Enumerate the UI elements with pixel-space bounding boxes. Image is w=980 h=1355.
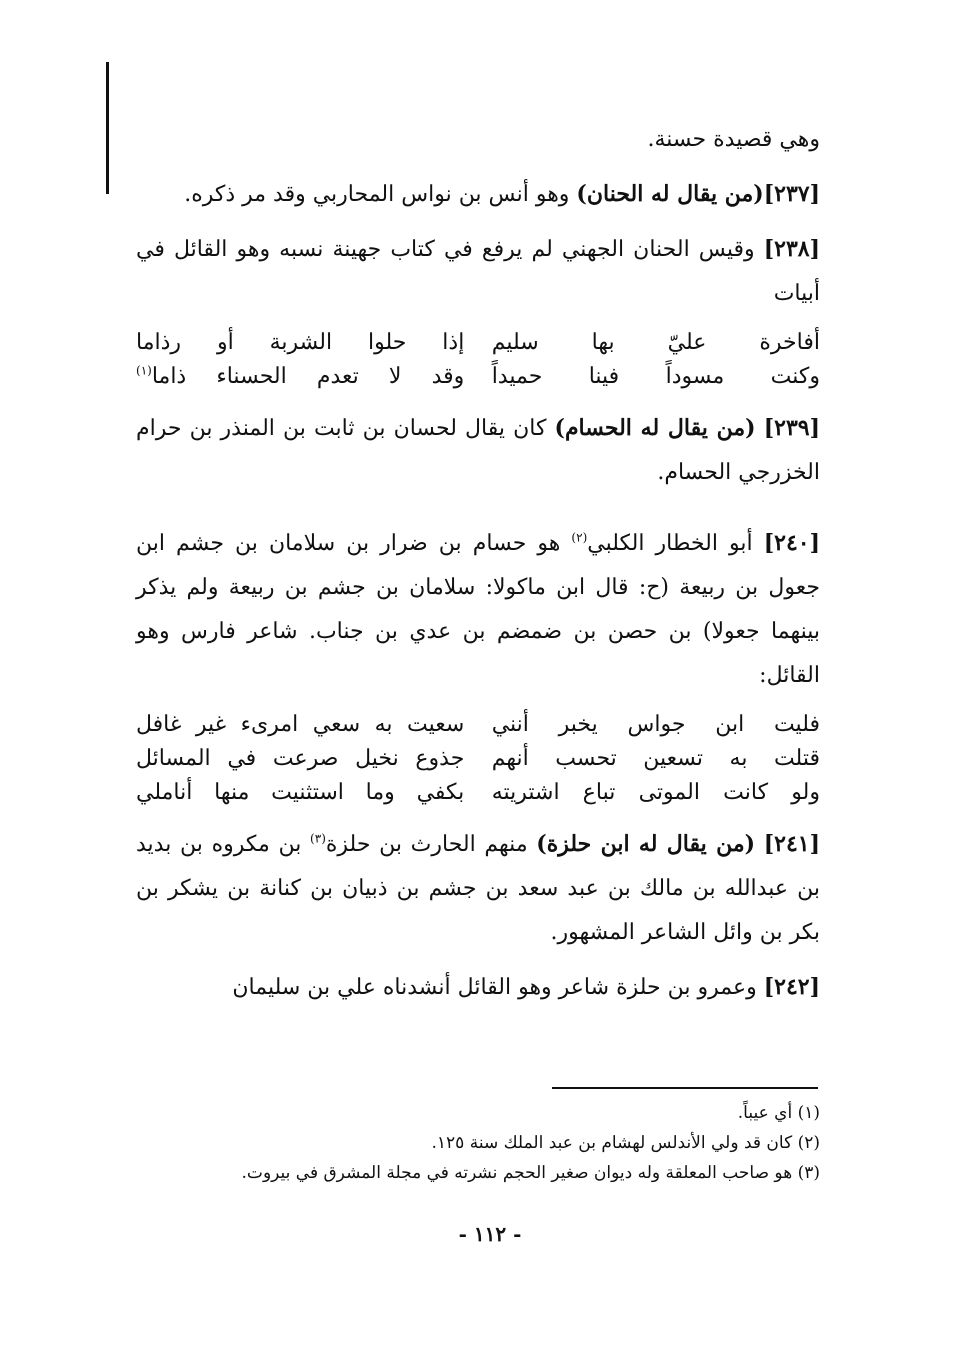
entry-text-240-b: هو حسام بن ضرار بن سلامان بن جشم ابن جعول بن ربيعة (ح: قال ابن ماكولا: سلامان بن جشم بن ربيعة ولم يذكر بينهما جعولا) بن حصن بن ضمضم بن عدي بن جناب. شاعر فارس وهو القائل: (136, 531, 820, 688)
entry-number-239: [٢٣٩] (763, 415, 820, 441)
paragraph-241 (136, 822, 820, 955)
margin-rule (106, 62, 109, 194)
hemistich-first: ولو كانت الموتى تباع اشتريته (491, 780, 820, 805)
footnote-ref-1: (١) (136, 363, 152, 378)
verse (136, 708, 820, 742)
hemistich-second-text: وقد لا تعدم الحسناء ذاما (151, 364, 465, 389)
footnote-ref-2: (٢) (571, 530, 588, 545)
page-number: - ١١٢ - (458, 1222, 522, 1246)
page-body (136, 118, 820, 1020)
hemistich-second: إذا حلوا الشربة أو رذاما (136, 330, 465, 355)
hemistich-first: أفاخرة عليّ بها سليم (491, 330, 820, 355)
paragraph-0-text: وهي قصيدة حسنة. (647, 127, 820, 152)
footnote-1: (١) أي عيباً. (737, 1103, 820, 1123)
paragraph-239 (136, 406, 820, 495)
verse (136, 742, 820, 776)
entry-text-238: وقيس الحنان الجهني لم يرفع في كتاب جهينة نسبه وهو القائل في أبيات (136, 237, 820, 306)
paragraph-237 (136, 172, 820, 217)
verse (136, 326, 820, 360)
verse (136, 776, 820, 810)
footnote-2: (٢) كان قد ولي الأندلس لهشام بن عبد الملك سنة ١٢٥. (431, 1133, 820, 1153)
hemistich-second (136, 360, 464, 394)
entry-number-240: [٢٤٠] (763, 530, 820, 556)
entry-text-239: كان يقال لحسان بن ثابت بن المنذر بن حرام الخزرجي الحسام. (136, 416, 820, 485)
hemistich-first: فليت ابن جواس يخبر أنني (491, 712, 820, 737)
verse (136, 360, 820, 394)
footnote-3: (٣) هو صاحب المعلقة وله ديوان صغير الحجم نشرته في مجلة المشرق في بيروت. (241, 1163, 820, 1183)
entry-text-240-a: أبو الخطار الكلبي (587, 531, 764, 556)
entry-number-241: [٢٤١] (763, 831, 820, 857)
poem-1 (136, 326, 820, 394)
entry-text-241-b: بن مكروه بن بديد بن عبدالله بن مالك بن عبد سعد بن جشم بن ذبيان بن كنانة بن يشكر بن بكر بن وائل الشاعر المشهور. (136, 832, 820, 945)
paragraph-0 (136, 118, 820, 162)
entry-number-242: [٢٤٢] (763, 974, 820, 1000)
footnote-ref-3: (٣) (310, 831, 326, 846)
hemistich-second: بكفي وما استثنيت منها أناملي (136, 780, 465, 805)
poem-2 (136, 708, 820, 810)
entry-label-239: (من يقال له الحسام) (554, 415, 756, 441)
entry-text-237: وهو أنس بن نواس المحاربي وقد مر ذكره. (184, 182, 577, 207)
entry-text-241-a: منهم الحارث بن حلزة (325, 832, 537, 857)
entry-label-237: (من يقال له الحنان) (576, 181, 764, 207)
paragraph-240 (136, 521, 820, 698)
footnote-separator (552, 1087, 818, 1089)
hemistich-first: قتلت به تسعين تحسب أنهم (491, 746, 820, 771)
paragraph-238 (136, 227, 820, 316)
paragraph-242 (136, 965, 820, 1010)
hemistich-second: سعيت به سعي امرىء غير غافل (136, 712, 465, 737)
entry-number-237: [٢٣٧] (763, 181, 820, 207)
entry-number-238: [٢٣٨] (763, 236, 820, 262)
hemistich-first: وكنت مسوداً فينا حميداً (491, 364, 820, 389)
entry-label-241: (من يقال له ابن حلزة) (536, 831, 756, 857)
entry-text-242: وعمرو بن حلزة شاعر وهو القائل أنشدناه علي بن سليمان (232, 975, 764, 1000)
hemistich-second: جذوع نخيل صرعت في المسائل (136, 746, 465, 771)
footnotes (136, 1098, 820, 1188)
